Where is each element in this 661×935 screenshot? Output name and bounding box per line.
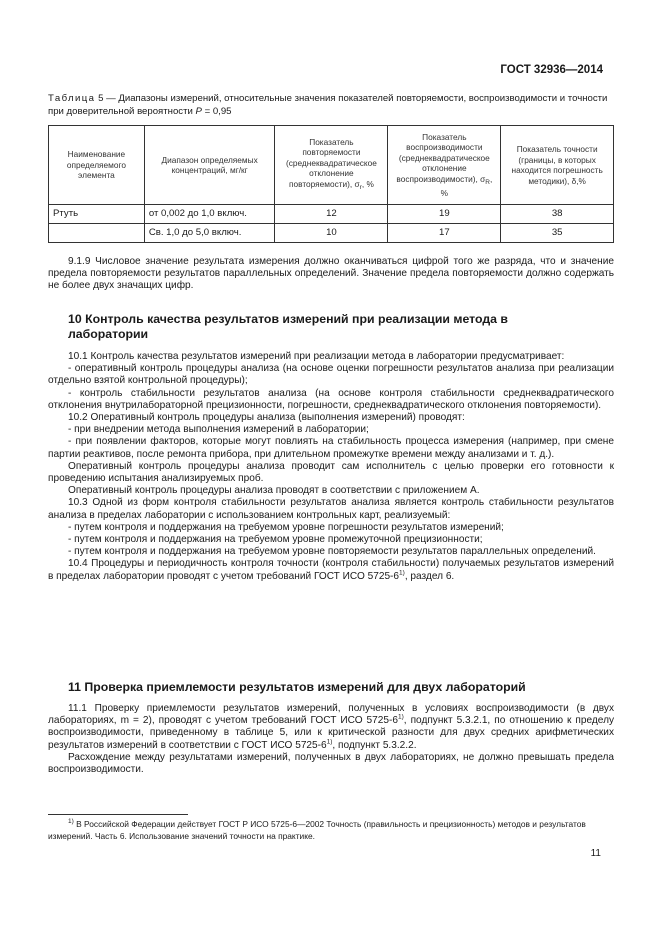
caption-number: 5 xyxy=(98,93,104,104)
header-reproducibility-sub: R xyxy=(485,178,490,186)
table-caption xyxy=(48,92,614,118)
paragraph-10-3-a: - путем контроля и поддержания на требуемом уровне погрешности результатов измерений; xyxy=(68,521,504,533)
table-row xyxy=(49,205,614,224)
page-number: 11 xyxy=(590,848,601,859)
header-repeatability-text: Показатель повторяемости (среднеквадратическое отклонение повторяемости), σ xyxy=(285,136,377,189)
header-repeatability-unit: , % xyxy=(361,178,374,189)
cell-element xyxy=(49,224,145,243)
paragraph-10-1-b: - контроль стабильности результатов анализа (на основе контроля стабильности среднеквадратического отклонения внутрилабораторной прецизионности, погрешности, среднеквадратического отклонения повторяемости). xyxy=(48,387,614,411)
paragraph-10-1: 10.1 Контроль качества результатов измерений при реализации метода в лаборатории предусматривает: xyxy=(68,351,565,362)
paragraph-10-1-a: - оперативный контроль процедуры анализа (на основе оценки погрешности результатов анализа при реализации отдельно взятой контрольной процедуры); xyxy=(48,363,614,387)
footnote-mark: 1) xyxy=(68,818,74,826)
paragraph-11-1 xyxy=(48,703,614,752)
paragraph-10-3-c: - путем контроля и поддержания на требуемом уровне повторяемости результатов параллельных определений. xyxy=(68,546,596,558)
header-accuracy: Показатель точности (границы, в которых находится погрешность методики), δ,% xyxy=(501,126,614,205)
p104-end: , раздел 6. xyxy=(404,570,455,582)
section-11-body xyxy=(48,703,614,776)
header-reproducibility-unit: , % xyxy=(440,173,493,198)
p111-b: , подпункт 5.3.2.1, по отношению к пределу воспроизводимости, приведенному в таблице 5, или к критической разности для двух средних арифметических результатов измерений в соответствии с ГОСТ ИСО 5725-6 xyxy=(48,715,615,751)
paragraph-10-2-d: Оперативный контроль процедуры анализа проводят в соответствии с приложением А. xyxy=(68,485,480,497)
cell-range: от 0,002 до 1,0 включ. xyxy=(144,205,275,224)
header-repeatability xyxy=(275,126,388,205)
header-range: Диапазон определяемых концентраций, мг/кг xyxy=(144,126,275,205)
header-reproducibility-text: Показатель воспроизводимости (среднеквадратическое отклонение воспроизводимости), σ xyxy=(396,131,490,184)
p111-c: , подпункт 5.3.2.2. xyxy=(332,739,417,751)
paragraph-10-2-b: - при появлении факторов, которые могут повлиять на стабильность процесса измерения (например, при смене партии реактивов, после ремонта прибора, при длительном промежутке времени между анализами и т. д.). xyxy=(48,436,614,460)
paragraph-10-2-c: Оперативный контроль процедуры анализа проводит сам исполнитель с целью проверки его готовности к проведению испытания анализируемых проб. xyxy=(48,460,614,485)
cell-reproducibility: 19 xyxy=(388,205,501,224)
cell-repeatability: 10 xyxy=(275,224,388,243)
footnote-divider xyxy=(48,814,188,815)
cell-repeatability: 12 xyxy=(275,205,388,224)
caption-label: Таблица xyxy=(48,93,96,104)
header-repeatability-sub: r xyxy=(359,183,362,191)
p111-footnote-ref-1: 1) xyxy=(398,713,404,721)
p111-a: 11.1 Проверку приемлемости результатов измерений, полученных в условиях воспроизводимости (в двух лабораториях, m = 2), проводят с учетом требований ГОСТ ИСО 5725-6 xyxy=(48,703,614,727)
paragraph-10-3-b: - путем контроля и поддержания на требуемом уровне промежуточной прецизионности; xyxy=(68,534,483,546)
paragraph-9-1-9-block xyxy=(48,256,614,293)
footnote xyxy=(48,818,614,842)
paragraph-10-3: 10.3 Одной из форм контроля стабильности результатов анализа является контроль стабильности результатов анализа в пределах лаборатории с использованием контрольных карт, реализуемый: xyxy=(48,497,614,521)
header-reproducibility xyxy=(388,126,501,205)
footnote-text xyxy=(48,818,614,842)
cell-element: Ртуть xyxy=(49,205,145,224)
footnote-body: В Российской Федерации действует ГОСТ Р ИСО 5725-6—2002 Точность (правильность и прецизионность) методов и результатов измерений. Часть 6. Использование значений точности на практике. xyxy=(48,819,586,841)
table-row xyxy=(49,224,614,243)
p104-start: 10.4 Процедуры и периодичность контроля точности (контроля стабильности) получаемых результатов измерений в пределах лаборатории проводят с учетом требований ГОСТ ИСО 5725-6 xyxy=(48,558,614,582)
paragraph-11-1-2: Расхождение между результатами измерений, полученных в двух лабораториях, не должно превышать предела воспроизводимости. xyxy=(48,751,614,776)
caption-end: = 0,95 xyxy=(201,106,232,117)
standard-header: ГОСТ 32936—2014 xyxy=(500,64,603,76)
cell-accuracy: 38 xyxy=(501,205,614,224)
paragraph-9-1-9: 9.1.9 Числовое значение результата измерения должно оканчиваться цифрой того же разряда, что и значение предела повторяемости результатов параллельных определений. Значение предела повторяемости должно содержать не более двух значащих цифр. xyxy=(48,256,614,292)
paragraph-10-2: 10.2 Оперативный контроль процедуры анализа (выполнения измерений) проводят: xyxy=(68,412,465,424)
cell-reproducibility: 17 xyxy=(388,224,501,243)
p111-footnote-ref-2: 1) xyxy=(326,738,333,746)
paragraph-10-4 xyxy=(48,558,614,582)
header-element: Наименование определяемого элемента xyxy=(49,126,145,205)
cell-accuracy: 35 xyxy=(501,224,614,243)
section-10-title: 10 Контроль качества результатов измерений при реализации метода в лаборатории xyxy=(68,312,508,341)
table-5 xyxy=(48,125,614,243)
paragraph-10-2-a: - при внедрении метода выполнения измерений в лаборатории; xyxy=(68,424,369,436)
cell-range: Св. 1,0 до 5,0 включ. xyxy=(144,224,275,243)
table-header-row xyxy=(49,126,614,205)
caption-p: P xyxy=(195,106,202,117)
caption-text: — Диапазоны измерений, относительные значения показателей повторяемости, воспроизводимости и точности при доверительной вероятности xyxy=(48,93,608,117)
section-11-title: 11 Проверка приемлемости результатов измерений для двух лабораторий xyxy=(68,680,526,694)
section-10-body xyxy=(48,351,614,583)
p104-footnote-ref: 1) xyxy=(399,569,405,577)
